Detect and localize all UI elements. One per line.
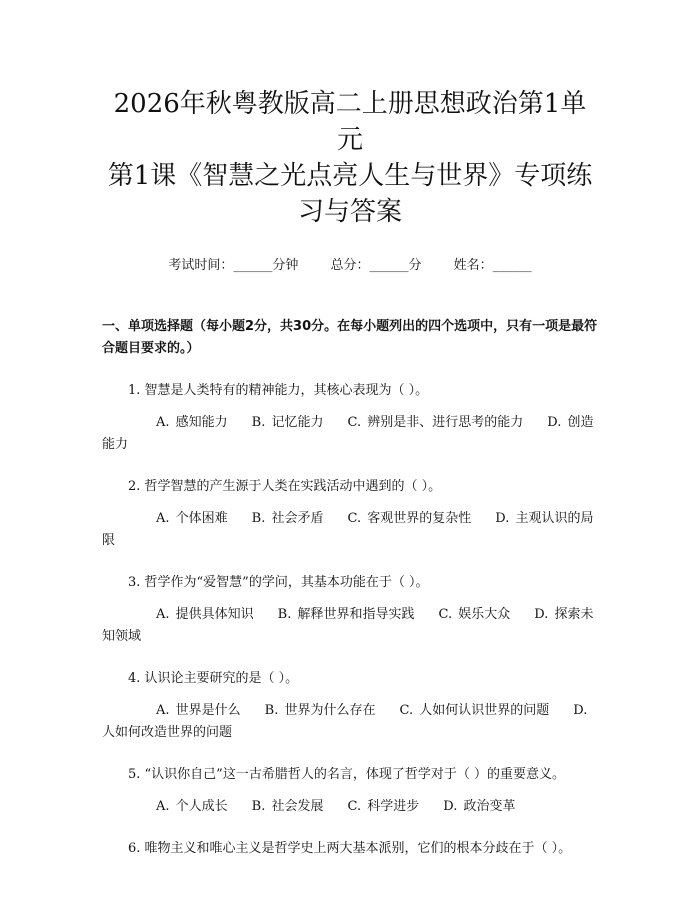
option-d: D. 人如何改造世界的问题 [102,703,588,740]
title-line-3: 习与答案 [297,197,402,227]
question-stem: 4. 认识论主要研究的是（ ）。 [128,671,299,686]
option-d: D. 创造能力 [102,415,594,452]
option-a: A. 感知能力 [156,415,228,430]
option-c: C. 娱乐大众 [438,607,511,622]
exam-name: 姓名：______ [453,258,532,273]
option-b: B. 记忆能力 [251,415,324,430]
option-a: A. 个人成长 [156,799,228,814]
option-d: D. 探索未知领域 [102,607,594,644]
exam-meta [102,256,598,276]
question-stem: 1. 智慧是人类特有的精神能力，其核心表现为（ ）。 [128,383,429,398]
option-c: C. 人如何认识世界的问题 [399,703,550,718]
title-line-2: 第1课《智慧之光点亮人生与世界》专项练 [107,161,593,191]
option-b: B. 社会发展 [251,799,324,814]
question-stem: 5. “认识你自己”这一古希腊哲人的名言，体现了哲学对于（ ）的重要意义。 [128,767,565,782]
option-b: B. 世界为什么存在 [264,703,376,718]
document-title [102,86,598,230]
option-b: B. 解释世界和指导实践 [277,607,415,622]
question-stem: 2. 哲学智慧的产生源于人类在实践活动中遇到的（ ）。 [128,479,442,494]
option-a: A. 个体困难 [156,511,228,526]
option-c: C. 客观世界的复杂性 [347,511,472,526]
question-options [102,412,598,456]
section-heading: 一、单项选择题（每小题2分，共30分。在每小题列出的四个选项中，只有一项是最符合题目要求的。） [102,319,598,356]
option-c: C. 辨别是非、进行思考的能力 [347,415,524,430]
exam-score: 总分：______分 [330,258,422,273]
question-options [102,508,598,552]
option-d: D. 政治变革 [443,799,516,814]
question-3 [102,572,598,648]
option-c: C. 科学进步 [347,799,420,814]
option-a: A. 世界是什么 [156,703,241,718]
option-b: B. 社会矛盾 [251,511,324,526]
question-1 [102,380,598,456]
question-options [102,604,598,648]
title-line-1: 2026年秋粤教版高二上册思想政治第1单元 [113,89,587,155]
question-6 [102,838,598,860]
exam-time: 考试时间：______分钟 [168,258,299,273]
question-options [102,700,598,744]
question-stem: 3. 哲学作为“爱智慧”的学问，其基本功能在于（ ）。 [128,575,429,590]
option-a: A. 提供具体知识 [156,607,254,622]
question-4 [102,668,598,744]
question-5 [102,764,598,818]
question-stem: 6. 唯物主义和唯心主义是哲学史上两大基本派别，它们的根本分歧在于（ ）。 [128,841,572,856]
question-2 [102,476,598,552]
question-options [102,796,598,818]
option-d: D. 主观认识的局限 [102,511,594,548]
